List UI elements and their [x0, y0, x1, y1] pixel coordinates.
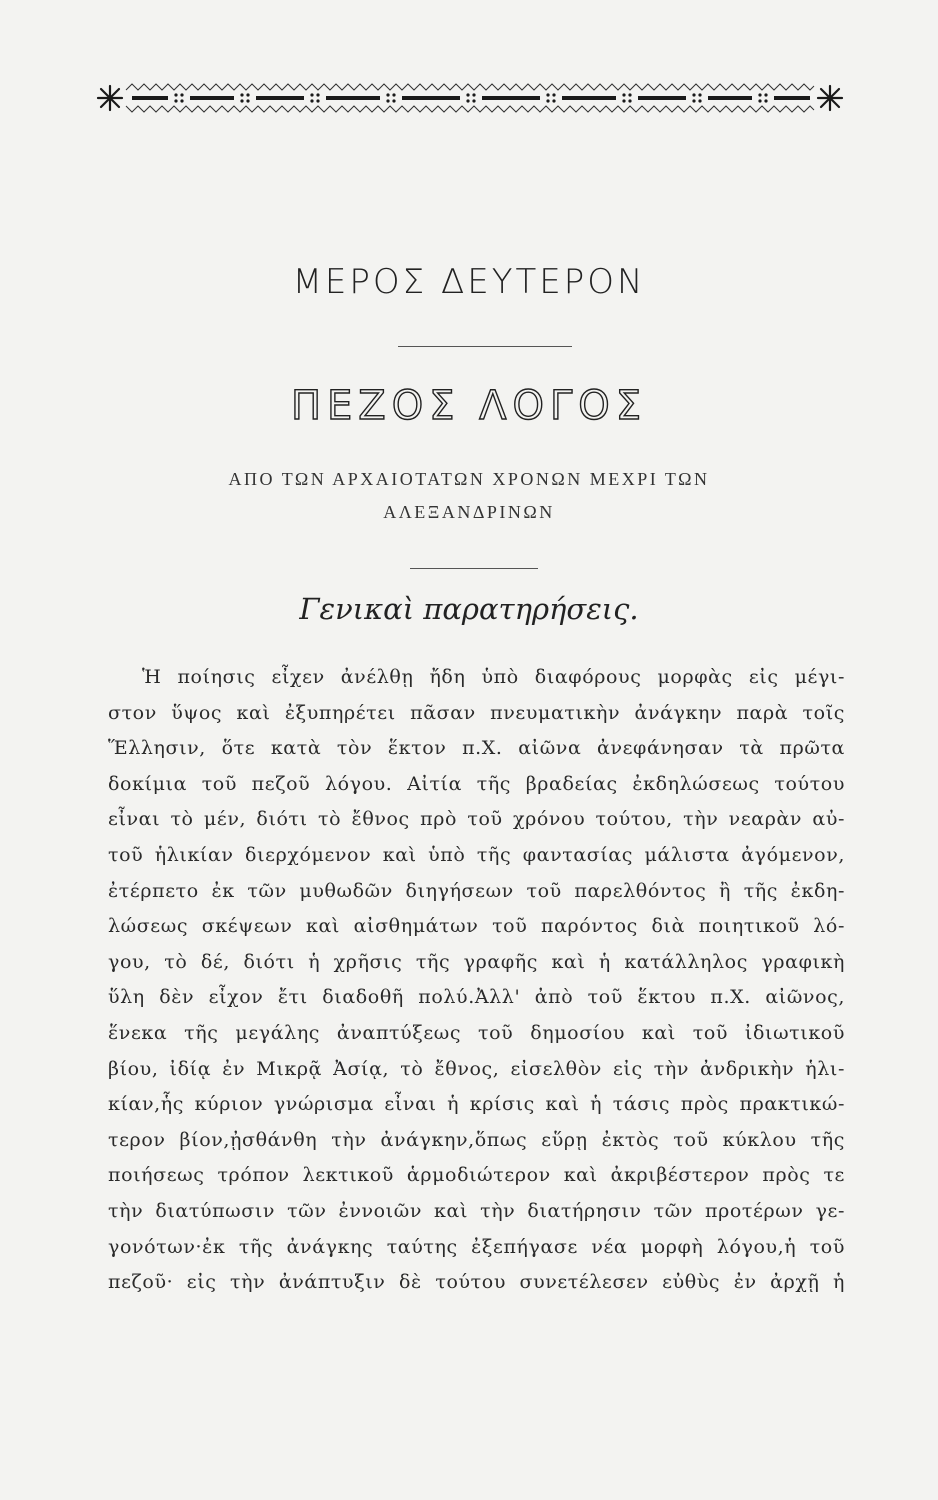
text-line: βίου, ἰδίᾳ ἐν Μικρᾷ Ἀσίᾳ, τὸ ἔθνος, εἰσελθὸν εἰς τὴν ἀνδρικὴν ἡλι-	[108, 1057, 845, 1080]
text-line: ἕνεκα τῆς μεγάλης ἀναπτύξεως τοῦ δημοσίου καὶ τοῦ ἰδιωτικοῦ	[108, 1021, 845, 1044]
section-subtitle	[140, 463, 798, 529]
text-line: γου, τὸ δέ, διότι ἡ χρῆσις τῆς γραφῆς καὶ ἡ κατάλληλος γραφικὴ	[108, 950, 845, 973]
text-line: γονότων·ἐκ τῆς ἀνάγκης ταύτης ἐξεπήγασε νέα μορφὴ λόγου,ἡ τοῦ	[108, 1235, 845, 1258]
text-line: Ἡ ποίησις εἶχεν ἀνέλθῃ ἤδη ὑπὸ διαφόρους μορφὰς εἰς μέγι-	[142, 666, 845, 688]
text-line: τερον βίον,ᾐσθάνθη τὴν ἀνάγκην,ὅπως εὕρῃ ἐκτὸς τοῦ κύκλου τῆς	[108, 1128, 845, 1151]
text-line: δοκίμια τοῦ πεζοῦ λόγου. Αἰτία τῆς βραδείας ἐκδηλώσεως τούτου	[108, 772, 845, 795]
text-line: πεζοῦ· εἰς τὴν ἀνάπτυξιν δὲ τούτου συνετέλεσεν εὐθὺς ἐν ἀρχῇ ἡ	[108, 1271, 845, 1294]
section-title: ΠΕΖΟΣ ΛΟΓΟΣ	[290, 383, 648, 429]
part-title: ΜΕΡΟΣ ΔΕΥΤΕΡΟΝ	[292, 262, 646, 302]
text-line: κίαν,ἧς κύριον γνώρισμα εἶναι ἡ κρίσις καὶ ἡ τάσις πρὸς πρακτικώ-	[108, 1093, 845, 1116]
text-line: ποιήσεως τρόπον λεκτικοῦ ἁρμοδιώτερον καὶ ἀκριβέστερον πρὸς τε	[108, 1164, 845, 1187]
subtitle-line: ΑΠΟ ΤΩΝ ΑΡΧΑΙΟΤΑΤΩΝ ΧΡΟΝΩΝ ΜΕΧΡΙ ΤΩΝ	[228, 469, 710, 489]
text-line: λώσεως σκέψεων καὶ αἰσθημάτων τοῦ παρόντος διὰ ποιητικοῦ λό-	[108, 915, 845, 938]
divider-rule	[398, 346, 572, 347]
text-line: τὴν διατύπωσιν τῶν ἐννοιῶν καὶ τὴν διατήρησιν τῶν προτέρων γε-	[108, 1199, 845, 1222]
text-line: ὕλη δὲν εἶχον ἔτι διαδοθῆ πολύ.Ἀλλ' ἀπὸ τοῦ ἕκτου π.Χ. αἰῶνος,	[108, 986, 845, 1009]
chapter-heading: Γενικαὶ παρατηρήσεις.	[299, 592, 639, 626]
text-line: Ἕλλησιν, ὅτε κατὰ τὸν ἕκτον π.Χ. αἰῶνα ἀνεφάνησαν τὰ πρῶτα	[108, 737, 845, 760]
subtitle-line: ΑΛΕΞΑΝΔΡΙΝΩΝ	[383, 502, 555, 522]
text-line: ἐτέρπετο ἐκ τῶν μυθωδῶν διηγήσεων τοῦ παρελθόντος ἢ τῆς ἐκδη-	[108, 879, 845, 902]
text-line: τοῦ ἡλικίαν διερχόμενον καὶ ὑπὸ τῆς φαντασίας μάλιστα ἀγόμενον,	[108, 843, 845, 866]
text-line: εἶναι τὸ μέν, διότι τὸ ἔθνος πρὸ τοῦ χρόνου τούτου, τὴν νεαρὰν αὐ-	[108, 808, 845, 831]
decorative-ornament-band	[92, 80, 848, 116]
text-line: στον ὕψος καὶ ἐξυπηρέτει πᾶσαν πνευματικὴν ἀνάγκην παρὰ τοῖς	[108, 701, 845, 724]
body-paragraph	[108, 660, 845, 1301]
divider-rule	[410, 568, 538, 569]
